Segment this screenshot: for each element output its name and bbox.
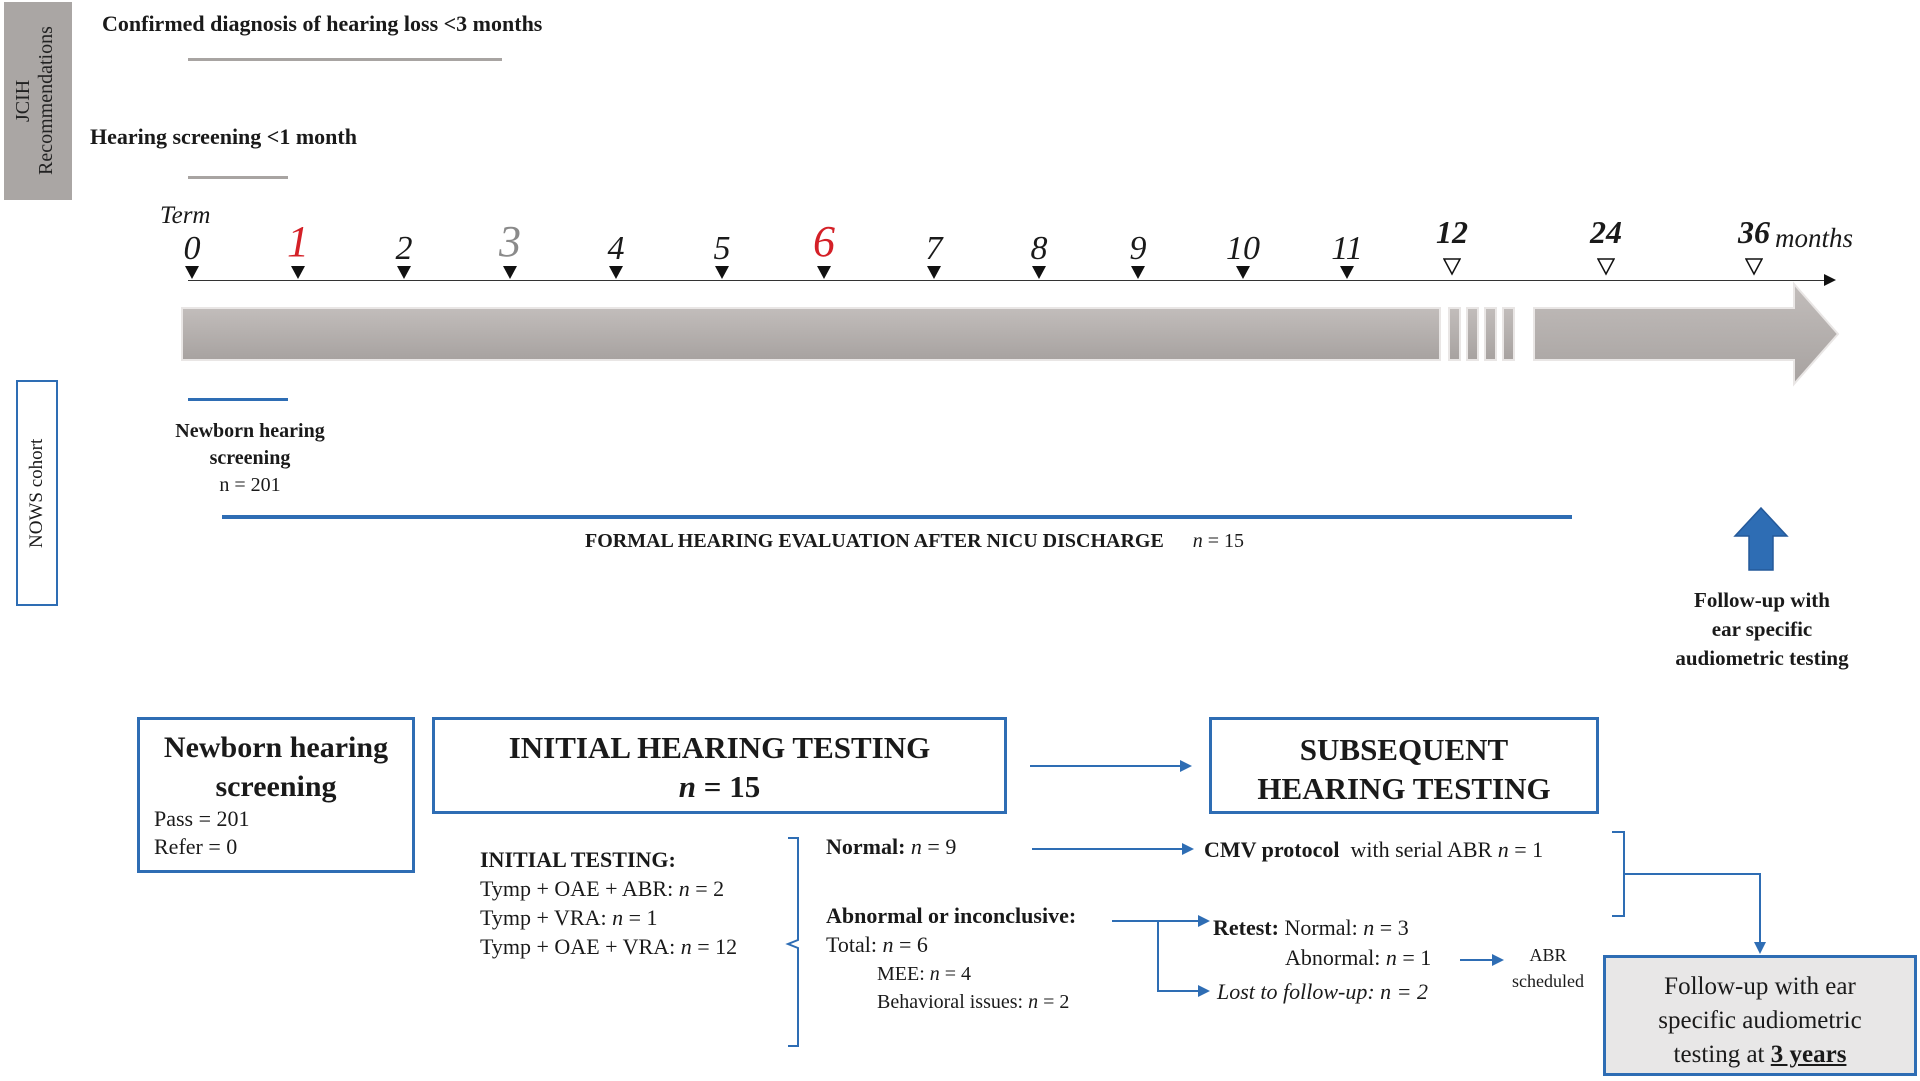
initial-testing-box xyxy=(432,717,1007,814)
retest-abn-b: = 1 xyxy=(1396,945,1432,970)
nows-newborn-bar xyxy=(188,398,288,401)
followup-up-arrow-icon xyxy=(1733,506,1789,572)
retest-bold: Retest: xyxy=(1213,915,1279,940)
tick-label-36: 36 xyxy=(1738,214,1770,250)
newborn-box-refer: Refer = 0 xyxy=(154,834,238,859)
tick-label-1: 1 xyxy=(287,217,309,266)
subsequent-testing-box xyxy=(1209,717,1599,814)
arrow-segment xyxy=(1467,308,1478,360)
months-label: months xyxy=(1775,223,1854,253)
filled-triangle-marker xyxy=(503,266,517,279)
arrow-normal-to-cmv xyxy=(1032,848,1182,850)
retest-abn-a: Abnormal: xyxy=(1285,945,1386,970)
filled-triangle-marker xyxy=(927,266,941,279)
line2-b: = 1 xyxy=(623,905,658,930)
abnormal-label: Abnormal or inconclusive: xyxy=(826,903,1077,928)
cmv-val: = 1 xyxy=(1508,837,1544,862)
filled-triangle-marker xyxy=(185,266,199,279)
final-followup-box xyxy=(1603,955,1917,1076)
newborn-box-title-line1: Newborn hearing xyxy=(163,731,389,764)
filled-triangle-marker xyxy=(715,266,729,279)
tick-label-7: 7 xyxy=(925,230,943,267)
nows-newborn-count: n = 201 xyxy=(219,474,281,496)
arrow-body-left xyxy=(182,308,1440,360)
beh-n: n xyxy=(1028,991,1039,1013)
normal-val: = 9 xyxy=(921,834,957,859)
tick-label-24: 24 xyxy=(1590,214,1622,250)
filled-triangle-marker xyxy=(1236,266,1250,279)
final-box-line3-b: 3 years xyxy=(1770,1041,1847,1068)
right-bracket-arrow xyxy=(1610,830,1770,960)
arrow-abnormal-to-abr xyxy=(1460,959,1492,961)
line3-b: = 12 xyxy=(691,934,738,959)
open-triangle-marker xyxy=(1443,258,1461,281)
tick-label-10: 10 xyxy=(1226,230,1260,267)
abnormal-total-a: Total: xyxy=(826,932,883,957)
nows-side-label: NOWS cohort xyxy=(26,438,47,548)
final-box-line3-a: testing at xyxy=(1673,1041,1771,1068)
retest-normal-a: Normal: xyxy=(1278,915,1364,940)
jcih-side-tab xyxy=(4,2,72,200)
lost-followup: Lost to follow-up: n = 2 xyxy=(1217,979,1429,1004)
jcih-screening-bar xyxy=(188,176,288,179)
subsequent-box-title-line1: SUBSEQUENT xyxy=(1299,732,1509,767)
jcih-confirmed-label: Confirmed diagnosis of hearing loss <3 months xyxy=(102,11,543,36)
cmv-n: n xyxy=(1497,837,1509,862)
initial-box-title: INITIAL HEARING TESTING xyxy=(508,730,931,765)
nows-followup-label xyxy=(1620,586,1904,673)
abr-line2: scheduled xyxy=(1512,971,1584,991)
line1-b: = 2 xyxy=(689,876,725,901)
nows-followup-line2: ear specific xyxy=(1711,617,1813,641)
newborn-screening-box xyxy=(137,717,415,873)
initial-testing-header: INITIAL TESTING: xyxy=(480,847,676,872)
tick-label-6: 6 xyxy=(813,217,835,266)
nows-newborn-label-line2: screening xyxy=(209,447,291,469)
formal-eval-n-val: = 15 xyxy=(1202,530,1245,552)
subsequent-box-title-line2: HEARING TESTING xyxy=(1257,771,1551,806)
formal-eval-text: FORMAL HEARING EVALUATION AFTER NICU DISCHARGE xyxy=(585,530,1164,552)
open-triangle-marker xyxy=(1745,258,1763,281)
nows-side-tab xyxy=(16,380,58,606)
line3-n: n xyxy=(680,934,692,959)
filled-triangle-marker xyxy=(1032,266,1046,279)
initial-box-n-val: = 15 xyxy=(696,769,761,804)
tick-label-4: 4 xyxy=(607,230,625,267)
term-label: Term xyxy=(160,202,211,229)
abnormal-arrows xyxy=(1110,910,1210,1010)
open-triangle-marker xyxy=(1597,258,1615,281)
jcih-confirmed-bar xyxy=(188,58,502,61)
formal-eval-n xyxy=(1193,530,1244,552)
filled-triangle-marker xyxy=(1340,266,1354,279)
tick-label-11: 11 xyxy=(1331,230,1363,267)
abnormal-total xyxy=(826,930,1076,959)
arrow-initial-to-subsequent xyxy=(1030,765,1180,767)
abnormal-sub xyxy=(877,960,1069,1016)
filled-triangle-marker xyxy=(1131,266,1145,279)
abnormal-behavioral xyxy=(877,988,1069,1016)
initial-box-n-var: n xyxy=(678,769,697,804)
abnormal-mee xyxy=(877,960,1069,988)
cmv-rest: with serial ABR xyxy=(1339,837,1498,862)
tick-label-9: 9 xyxy=(1129,230,1147,267)
filled-triangle-marker xyxy=(291,266,305,279)
initial-box-n xyxy=(435,769,1004,805)
initial-testing-line3 xyxy=(480,932,737,961)
final-box-line2: specific audiometric xyxy=(1658,1007,1862,1034)
subsequent-box-title xyxy=(1212,730,1596,808)
mee-n: n xyxy=(929,963,940,985)
final-box-line1: Follow-up with ear xyxy=(1664,973,1856,1000)
normal-n: n xyxy=(910,834,922,859)
tick-label-8: 8 xyxy=(1030,230,1048,267)
filled-triangle-marker xyxy=(609,266,623,279)
normal-result xyxy=(826,833,956,861)
nows-followup-line3: audiometric testing xyxy=(1675,646,1849,670)
tick-label-5: 5 xyxy=(713,230,731,267)
initial-testing-line1 xyxy=(480,874,737,903)
normal-label: Normal: xyxy=(826,834,906,859)
nows-newborn-label-line1: Newborn hearing xyxy=(175,420,325,442)
newborn-box-title-line2: screening xyxy=(215,770,337,803)
formal-eval-n-var: n xyxy=(1192,530,1203,552)
abr-scheduled xyxy=(1498,942,1598,994)
beh-b: = 2 xyxy=(1038,991,1070,1013)
arrow-segment xyxy=(1503,308,1514,360)
line1-n: n xyxy=(678,876,690,901)
mee-a: MEE: xyxy=(877,963,930,985)
formal-eval-bar xyxy=(222,515,1572,519)
line2-n: n xyxy=(612,905,624,930)
line3-a: Tymp + OAE + VRA: xyxy=(480,934,681,959)
formal-eval-label xyxy=(585,529,1244,554)
filled-triangle-marker xyxy=(817,266,831,279)
arrow-segment xyxy=(1485,308,1496,360)
retest-normal-b: = 3 xyxy=(1374,915,1409,940)
newborn-box-pass: Pass = 201 xyxy=(154,806,250,831)
abnormal-total-b: = 6 xyxy=(893,932,928,957)
cmv-bold: CMV protocol xyxy=(1204,837,1340,862)
newborn-box-title xyxy=(140,728,412,806)
final-box-line3 xyxy=(1606,1038,1914,1072)
initial-bracket xyxy=(784,836,814,1050)
nows-followup-line1: Follow-up with xyxy=(1694,588,1830,612)
line1-a: Tymp + OAE + ABR: xyxy=(480,876,679,901)
mee-b: = 4 xyxy=(939,963,972,985)
initial-testing-line2 xyxy=(480,903,737,932)
tick-label-2: 2 xyxy=(395,230,413,267)
tick-label-0: 0 xyxy=(183,230,201,267)
cmv-protocol xyxy=(1204,836,1543,864)
initial-testing-details xyxy=(480,845,737,961)
abnormal-total-n: n xyxy=(882,932,894,957)
beh-a: Behavioral issues: xyxy=(877,991,1029,1013)
jcih-screening-label: Hearing screening <1 month xyxy=(90,124,357,149)
jcih-side-label: JCIH Recommendations xyxy=(12,26,57,176)
arrow-segment xyxy=(1449,308,1460,360)
abr-line1: ABR xyxy=(1529,945,1567,965)
nows-newborn-label xyxy=(150,418,350,472)
arrow-initial-to-subsequent-head xyxy=(1180,760,1192,772)
arrow-normal-to-cmv-head xyxy=(1182,843,1194,855)
retest-abn-n: n xyxy=(1385,945,1397,970)
retest-result xyxy=(1213,914,1409,942)
abnormal-result xyxy=(826,901,1076,959)
arrow-head xyxy=(1534,284,1838,384)
tick-label-12: 12 xyxy=(1436,214,1468,250)
tick-label-3: 3 xyxy=(499,217,521,266)
final-box-text xyxy=(1606,970,1914,1072)
line2-a: Tymp + VRA: xyxy=(480,905,613,930)
retest-normal-n: n xyxy=(1363,915,1375,940)
retest-abnormal xyxy=(1285,944,1431,972)
filled-triangle-marker xyxy=(397,266,411,279)
timeline-big-arrow xyxy=(170,280,1850,400)
